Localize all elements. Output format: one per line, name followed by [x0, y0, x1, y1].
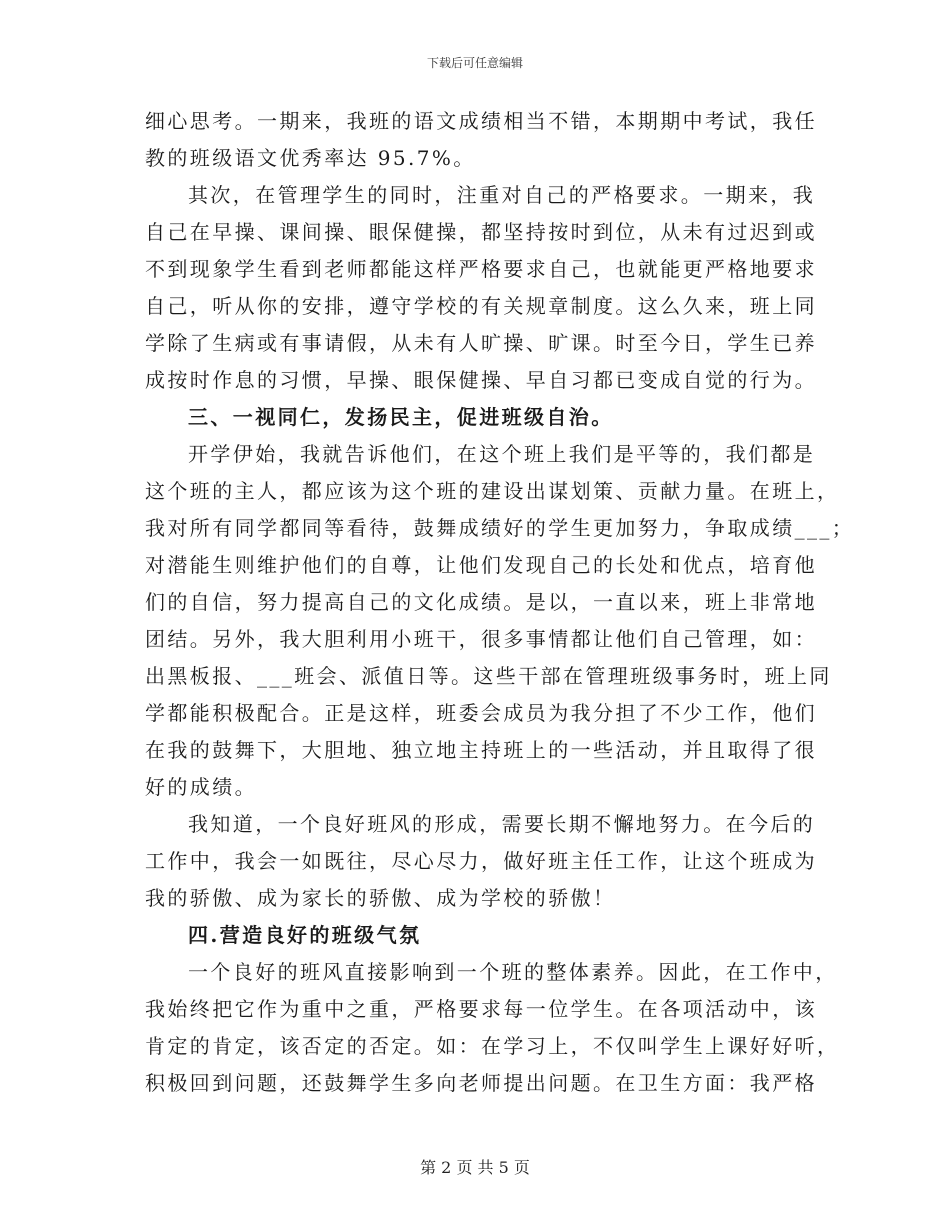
text-line: 教的班级语文优秀率达 95.7%。	[145, 146, 476, 170]
text-line: 工作中，我会一如既往，尽心尽力，做好班主任工作，让这个班成为	[145, 849, 817, 873]
text-line: 自己，听从你的安排，遵守学校的有关规章制度。这么久来，班上同	[145, 294, 817, 318]
document-body	[145, 103, 855, 1102]
text-line: 成按时作息的习惯，早操、眼保健操、早自习都已变成自觉的行为。	[145, 368, 817, 392]
text-line: 学除了生病或有事请假，从未有人旷操、旷课。时至今日，学生已养	[145, 331, 817, 355]
text-line: 我知道，一个良好班风的形成，需要长期不懈地努力。在今后的	[188, 812, 816, 836]
text-line: 细心思考。一期来，我班的语文成绩相当不错，本期期中考试，我任	[145, 109, 817, 133]
page-header: 下载后可任意编辑	[426, 56, 523, 70]
text-line: 学都能积极配合。正是这样，班委会成员为我分担了不少工作，他们	[145, 701, 817, 725]
text-line: 不到现象学生看到老师都能这样严格要求自己，也就能更严格地要求	[145, 257, 817, 281]
text-line: 团结。另外，我大胆利用小班干，很多事情都让他们自己管理，如：	[145, 627, 817, 651]
text-line: 好的成绩。	[145, 775, 257, 799]
text-line: 对潜能生则维护他们的自尊，让他们发现自己的长处和优点，培育他	[145, 553, 817, 577]
text-line: 我的骄傲、成为家长的骄傲、成为学校的骄傲！	[145, 886, 616, 910]
text-line: 在我的鼓舞下，大胆地、独立地主持班上的一些活动，并且取得了很	[145, 738, 817, 762]
text-line: 一个良好的班风直接影响到一个班的整体素养。因此，在工作中，	[188, 960, 838, 984]
text-line: 们的自信，努力提高自己的文化成绩。是以，一直以来，班上非常地	[145, 590, 817, 614]
text-line: 我始终把它作为重中之重，严格要求每一位学生。在各项活动中，该	[145, 997, 817, 1021]
section-heading: 三、一视同仁，发扬民主，促进班级自治。	[188, 405, 614, 429]
text-line: 其次，在管理学生的同时，注重对自己的严格要求。一期来，我	[188, 183, 816, 207]
text-line: 出黑板报、___班会、派值日等。这些干部在管理班级事务时，班上同	[145, 664, 832, 688]
section-heading: 四.营造良好的班级气氛	[188, 923, 422, 947]
text-line: 开学伊始，我就告诉他们，在这个班上我们是平等的，我们都是	[188, 442, 816, 466]
page-footer: 第 2 页 共 5 页	[420, 1158, 530, 1177]
text-line: 肯定的肯定，该否定的否定。如：在学习上，不仅叫学生上课好好听，	[145, 1034, 840, 1058]
text-line: 这个班的主人，都应该为这个班的建设出谋划策、贡献力量。在班上，	[145, 479, 840, 503]
text-line: 积极回到问题，还鼓舞学生多向老师提出问题。在卫生方面：我严格	[145, 1071, 817, 1095]
text-line: 自己在早操、课间操、眼保健操，都坚持按时到位，从未有过迟到或	[145, 220, 817, 244]
text-line: 我对所有同学都同等看待，鼓舞成绩好的学生更加努力，争取成绩___；	[145, 516, 855, 540]
